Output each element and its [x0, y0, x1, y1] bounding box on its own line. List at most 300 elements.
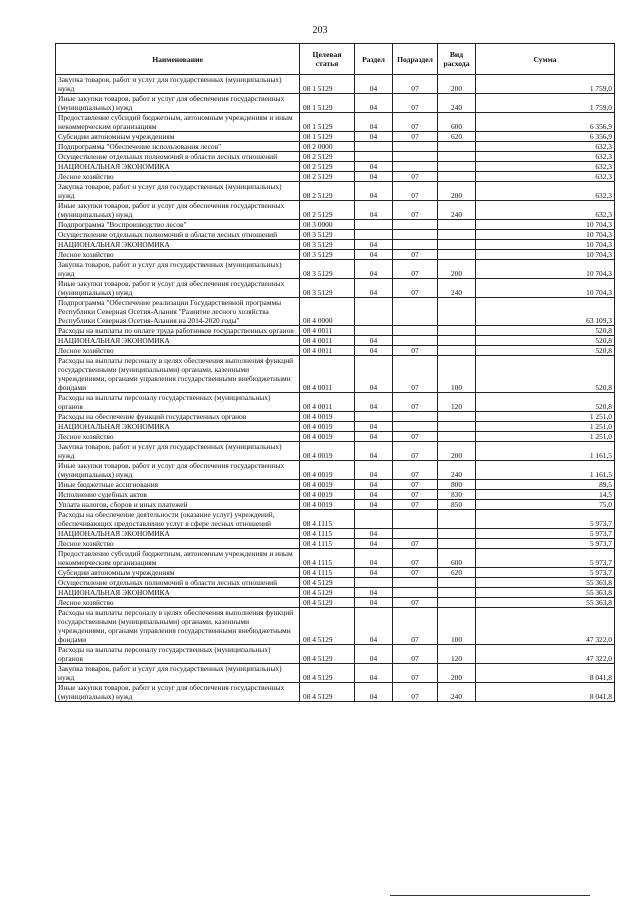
cell-expense-type [438, 230, 476, 240]
cell-name: Подпрограмма "Обеспечение реализации Государственной программы Республики Северная Осетия-Алания "Развитие лесного хозяйства Республики Северная Осетия-Алания на 2014-2020 годы" [56, 298, 300, 326]
cell-sum: 89,5 [476, 480, 615, 490]
cell-article: 08 4 5129 [300, 664, 355, 683]
cell-expense-type [438, 250, 476, 260]
cell-sum: 520,8 [476, 326, 615, 336]
cell-sum: 632,3 [476, 182, 615, 201]
cell-sum: 1 759,0 [476, 94, 615, 113]
cell-expense-type: 100 [438, 608, 476, 645]
header-subsection: Подраздел [393, 44, 438, 75]
cell-sum: 47 322,0 [476, 645, 615, 664]
cell-name: Лесное хозяйство [56, 432, 300, 442]
cell-name: Расходы на выплаты персоналу в целях обеспечения выполнения функций государственными (муниципальными) органами, казенными учреждениями, органами управления государственными внебюджетными фондами [56, 356, 300, 393]
cell-article: 08 4 0011 [300, 336, 355, 346]
cell-expense-type: 240 [438, 683, 476, 702]
table-row [56, 578, 615, 588]
cell-sum: 1 759,0 [476, 75, 615, 94]
cell-name: Расходы на обеспечение деятельности (оказание услуг) учреждений, обеспечивающих предоставление услуг в сфере лесных отношений [56, 510, 300, 529]
cell-section [355, 578, 393, 588]
table-row [56, 461, 615, 480]
cell-article: 08 4 5129 [300, 578, 355, 588]
cell-expense-type: 200 [438, 442, 476, 461]
cell-article: 08 2 0000 [300, 142, 355, 152]
cell-expense-type [438, 298, 476, 326]
cell-expense-type [438, 172, 476, 182]
cell-name: Лесное хозяйство [56, 172, 300, 182]
table-row [56, 172, 615, 182]
table-row [56, 336, 615, 346]
table-body [56, 75, 615, 702]
cell-name: Расходы на выплаты персоналу государственных (муниципальных) органов [56, 645, 300, 664]
cell-section: 04 [355, 480, 393, 490]
cell-expense-type [438, 326, 476, 336]
cell-expense-type: 800 [438, 480, 476, 490]
cell-article: 08 4 0011 [300, 326, 355, 336]
table-row [56, 539, 615, 549]
cell-section: 04 [355, 683, 393, 702]
cell-name: Осуществление отдельных полномочий в области лесных отношений [56, 578, 300, 588]
cell-sum: 47 322,0 [476, 608, 615, 645]
table-row [56, 598, 615, 608]
cell-sum: 632,3 [476, 162, 615, 172]
cell-expense-type [438, 336, 476, 346]
cell-sum: 1 161,5 [476, 442, 615, 461]
cell-expense-type: 620 [438, 132, 476, 142]
cell-sum: 520,8 [476, 336, 615, 346]
cell-name: НАЦИОНАЛЬНАЯ ЭКОНОМИКА [56, 422, 300, 432]
table-row [56, 250, 615, 260]
cell-section: 04 [355, 113, 393, 132]
cell-sum: 632,3 [476, 201, 615, 220]
cell-sum: 520,8 [476, 346, 615, 356]
cell-subsection [393, 336, 438, 346]
cell-sum: 632,3 [476, 172, 615, 182]
cell-name: Осуществление отдельных полномочий в области лесных отношений [56, 230, 300, 240]
cell-subsection: 07 [393, 75, 438, 94]
cell-sum: 632,3 [476, 152, 615, 162]
cell-name: Лесное хозяйство [56, 598, 300, 608]
table-row [56, 162, 615, 172]
table-row [56, 664, 615, 683]
cell-subsection [393, 529, 438, 539]
cell-subsection: 07 [393, 94, 438, 113]
table-row [56, 142, 615, 152]
cell-name: Расходы на выплаты по оплате труда работников государственных органов [56, 326, 300, 336]
bottom-rule [390, 895, 590, 896]
table-header-row [56, 44, 615, 75]
cell-expense-type [438, 432, 476, 442]
cell-section: 04 [355, 608, 393, 645]
cell-article: 08 3 5129 [300, 240, 355, 250]
header-article: Целевая статья [300, 44, 355, 75]
table-row [56, 230, 615, 240]
cell-section: 04 [355, 279, 393, 298]
cell-name: Расходы на выплаты персоналу в целях обеспечения выполнения функций государственными (муниципальными) органами, казенными учреждениями, органами управления государственными внебюджетными фондами [56, 608, 300, 645]
table-row [56, 490, 615, 500]
cell-expense-type: 100 [438, 356, 476, 393]
cell-name: НАЦИОНАЛЬНАЯ ЭКОНОМИКА [56, 336, 300, 346]
cell-section: 04 [355, 75, 393, 94]
cell-name: Иные закупки товаров, работ и услуг для обеспечения государственных (муниципальных) нужд [56, 201, 300, 220]
cell-name: Закупка товаров, работ и услуг для государственных (муниципальных) нужд [56, 182, 300, 201]
cell-article: 08 2 5129 [300, 201, 355, 220]
table-row [56, 94, 615, 113]
cell-subsection: 07 [393, 113, 438, 132]
cell-section: 04 [355, 442, 393, 461]
cell-section [355, 220, 393, 230]
cell-sum: 8 041,8 [476, 664, 615, 683]
cell-subsection: 07 [393, 172, 438, 182]
cell-section: 04 [355, 94, 393, 113]
cell-name: НАЦИОНАЛЬНАЯ ЭКОНОМИКА [56, 529, 300, 539]
cell-expense-type: 240 [438, 461, 476, 480]
cell-name: НАЦИОНАЛЬНАЯ ЭКОНОМИКА [56, 162, 300, 172]
cell-subsection: 07 [393, 598, 438, 608]
cell-subsection [393, 412, 438, 422]
cell-sum: 55 363,8 [476, 598, 615, 608]
cell-name: Иные закупки товаров, работ и услуг для обеспечения государственных (муниципальных) нужд [56, 94, 300, 113]
cell-name: Осуществление отдельных полномочий в области лесных отношений [56, 152, 300, 162]
cell-section [355, 412, 393, 422]
table-row [56, 240, 615, 250]
cell-section: 04 [355, 336, 393, 346]
cell-name: Закупка товаров, работ и услуг для государственных (муниципальных) нужд [56, 75, 300, 94]
cell-subsection: 07 [393, 346, 438, 356]
table-row [56, 588, 615, 598]
cell-section: 04 [355, 132, 393, 142]
table-row [56, 432, 615, 442]
cell-sum: 10 704,3 [476, 240, 615, 250]
cell-sum: 5 973,7 [476, 549, 615, 568]
cell-section: 04 [355, 172, 393, 182]
cell-article: 08 4 0011 [300, 356, 355, 393]
cell-subsection: 07 [393, 549, 438, 568]
cell-subsection [393, 510, 438, 529]
cell-article: 08 3 5129 [300, 260, 355, 279]
cell-section: 04 [355, 250, 393, 260]
cell-article: 08 4 5129 [300, 608, 355, 645]
cell-section: 04 [355, 490, 393, 500]
cell-subsection: 07 [393, 568, 438, 578]
header-sum: Сумма [476, 44, 615, 75]
cell-sum: 5 973,7 [476, 529, 615, 539]
cell-section [355, 230, 393, 240]
cell-sum: 6 356,9 [476, 132, 615, 142]
cell-sum: 1 251,0 [476, 422, 615, 432]
cell-article: 08 4 0019 [300, 432, 355, 442]
cell-section: 04 [355, 240, 393, 250]
cell-section: 04 [355, 500, 393, 510]
cell-article: 08 3 5129 [300, 279, 355, 298]
cell-subsection: 07 [393, 664, 438, 683]
cell-section: 04 [355, 549, 393, 568]
cell-name: Субсидии автономным учреждениям [56, 568, 300, 578]
cell-sum: 10 704,3 [476, 220, 615, 230]
cell-sum: 75,0 [476, 500, 615, 510]
table-row [56, 510, 615, 529]
cell-expense-type: 600 [438, 113, 476, 132]
cell-subsection [393, 422, 438, 432]
cell-expense-type [438, 412, 476, 422]
cell-article: 08 3 5129 [300, 230, 355, 240]
cell-expense-type [438, 588, 476, 598]
cell-sum: 63 109,3 [476, 298, 615, 326]
cell-expense-type: 240 [438, 94, 476, 113]
cell-sum: 8 041,8 [476, 683, 615, 702]
table-row [56, 260, 615, 279]
table-row [56, 182, 615, 201]
table-row [56, 152, 615, 162]
cell-subsection: 07 [393, 608, 438, 645]
cell-section: 04 [355, 432, 393, 442]
cell-subsection: 07 [393, 260, 438, 279]
cell-section [355, 510, 393, 529]
cell-sum: 5 973,7 [476, 510, 615, 529]
cell-expense-type [438, 510, 476, 529]
header-expense-type: Вид расхода [438, 44, 476, 75]
cell-section: 04 [355, 393, 393, 412]
cell-sum: 10 704,3 [476, 250, 615, 260]
cell-subsection [393, 298, 438, 326]
cell-subsection: 07 [393, 683, 438, 702]
table-row [56, 75, 615, 94]
cell-sum: 5 973,7 [476, 568, 615, 578]
cell-expense-type [438, 220, 476, 230]
cell-sum: 1 161,5 [476, 461, 615, 480]
cell-article: 08 4 5129 [300, 598, 355, 608]
cell-sum: 520,8 [476, 393, 615, 412]
cell-subsection: 07 [393, 182, 438, 201]
cell-name: Закупка товаров, работ и услуг для государственных (муниципальных) нужд [56, 442, 300, 461]
cell-article: 08 4 0019 [300, 480, 355, 490]
cell-subsection: 07 [393, 250, 438, 260]
cell-article: 08 4 1115 [300, 568, 355, 578]
cell-expense-type [438, 529, 476, 539]
cell-section: 04 [355, 588, 393, 598]
cell-expense-type [438, 142, 476, 152]
cell-expense-type: 120 [438, 645, 476, 664]
cell-section [355, 142, 393, 152]
cell-expense-type: 600 [438, 549, 476, 568]
cell-expense-type [438, 539, 476, 549]
table-row [56, 356, 615, 393]
table-row [56, 500, 615, 510]
cell-subsection: 07 [393, 201, 438, 220]
cell-article: 08 3 5129 [300, 250, 355, 260]
cell-article: 08 4 0011 [300, 346, 355, 356]
cell-subsection [393, 578, 438, 588]
cell-article: 08 4 0019 [300, 442, 355, 461]
cell-sum: 520,8 [476, 356, 615, 393]
cell-name: Расходы на выплаты персоналу государственных (муниципальных) органов [56, 393, 300, 412]
table-row [56, 113, 615, 132]
table-row [56, 645, 615, 664]
cell-article: 08 1 5129 [300, 75, 355, 94]
cell-subsection: 07 [393, 432, 438, 442]
cell-expense-type: 850 [438, 500, 476, 510]
cell-section [355, 298, 393, 326]
table-row [56, 279, 615, 298]
table-row [56, 346, 615, 356]
cell-expense-type: 200 [438, 75, 476, 94]
cell-article: 08 4 0019 [300, 490, 355, 500]
cell-name: Закупка товаров, работ и услуг для государственных (муниципальных) нужд [56, 664, 300, 683]
cell-section: 04 [355, 645, 393, 664]
cell-sum: 10 704,3 [476, 279, 615, 298]
cell-name: НАЦИОНАЛЬНАЯ ЭКОНОМИКА [56, 240, 300, 250]
table-row [56, 480, 615, 490]
cell-sum: 10 704,3 [476, 230, 615, 240]
cell-subsection: 07 [393, 490, 438, 500]
cell-section: 04 [355, 356, 393, 393]
cell-expense-type: 620 [438, 568, 476, 578]
cell-sum: 1 251,0 [476, 412, 615, 422]
cell-article: 08 3 0000 [300, 220, 355, 230]
cell-article: 08 2 5129 [300, 162, 355, 172]
cell-article: 08 4 1115 [300, 510, 355, 529]
cell-expense-type: 240 [438, 201, 476, 220]
cell-article: 08 4 1115 [300, 549, 355, 568]
table-row [56, 298, 615, 326]
cell-article: 08 2 5129 [300, 182, 355, 201]
cell-subsection: 07 [393, 480, 438, 490]
cell-subsection: 07 [393, 132, 438, 142]
page-number: 203 [312, 25, 328, 36]
cell-section: 04 [355, 422, 393, 432]
cell-subsection [393, 220, 438, 230]
cell-section: 04 [355, 568, 393, 578]
cell-section [355, 152, 393, 162]
cell-expense-type [438, 578, 476, 588]
cell-subsection [393, 240, 438, 250]
cell-section: 04 [355, 201, 393, 220]
table-row [56, 683, 615, 702]
cell-name: Предоставление субсидий бюджетным, автономным учреждениям и иным некоммерческим организациям [56, 113, 300, 132]
cell-name: Подпрограмма "Воспроизводство лесов" [56, 220, 300, 230]
cell-expense-type: 200 [438, 182, 476, 201]
cell-name: Предоставление субсидий бюджетным, автономным учреждениям и иным некоммерческим организациям [56, 549, 300, 568]
cell-expense-type [438, 162, 476, 172]
cell-subsection: 07 [393, 356, 438, 393]
cell-sum: 5 973,7 [476, 539, 615, 549]
cell-subsection: 07 [393, 539, 438, 549]
cell-section: 04 [355, 162, 393, 172]
cell-name: НАЦИОНАЛЬНАЯ ЭКОНОМИКА [56, 588, 300, 598]
cell-expense-type [438, 240, 476, 250]
cell-subsection: 07 [393, 500, 438, 510]
cell-subsection: 07 [393, 393, 438, 412]
cell-name: Иные закупки товаров, работ и услуг для обеспечения государственных (муниципальных) нужд [56, 683, 300, 702]
table-row [56, 132, 615, 142]
cell-subsection: 07 [393, 442, 438, 461]
cell-name: Лесное хозяйство [56, 539, 300, 549]
cell-article: 08 2 5129 [300, 172, 355, 182]
cell-sum: 1 251,0 [476, 432, 615, 442]
cell-name: Иные бюджетные ассигнования [56, 480, 300, 490]
cell-article: 08 4 0019 [300, 461, 355, 480]
cell-sum: 14,5 [476, 490, 615, 500]
cell-name: Иные закупки товаров, работ и услуг для обеспечения государственных (муниципальных) нужд [56, 279, 300, 298]
cell-article: 08 1 5129 [300, 113, 355, 132]
cell-subsection: 07 [393, 461, 438, 480]
cell-subsection [393, 588, 438, 598]
table-row [56, 442, 615, 461]
table-row [56, 568, 615, 578]
cell-subsection [393, 162, 438, 172]
cell-article: 08 4 0000 [300, 298, 355, 326]
cell-expense-type: 120 [438, 393, 476, 412]
table-row [56, 608, 615, 645]
cell-subsection [393, 230, 438, 240]
cell-expense-type [438, 152, 476, 162]
cell-article: 08 4 0019 [300, 500, 355, 510]
cell-subsection [393, 152, 438, 162]
cell-article: 08 1 5129 [300, 94, 355, 113]
cell-section: 04 [355, 664, 393, 683]
header-section: Раздел [355, 44, 393, 75]
cell-section: 04 [355, 539, 393, 549]
cell-article: 08 1 5129 [300, 132, 355, 142]
header-name: Наименование [56, 44, 300, 75]
cell-name: Субсидии автономным учреждениям [56, 132, 300, 142]
cell-expense-type: 200 [438, 260, 476, 279]
cell-article: 08 2 5129 [300, 152, 355, 162]
cell-sum: 55 363,8 [476, 578, 615, 588]
cell-expense-type [438, 598, 476, 608]
cell-section: 04 [355, 346, 393, 356]
cell-sum: 6 356,9 [476, 113, 615, 132]
cell-name: Иные закупки товаров, работ и услуг для обеспечения государственных (муниципальных) нужд [56, 461, 300, 480]
cell-subsection: 07 [393, 645, 438, 664]
cell-article: 08 4 1115 [300, 539, 355, 549]
cell-expense-type [438, 346, 476, 356]
cell-section: 04 [355, 182, 393, 201]
cell-article: 08 4 0019 [300, 412, 355, 422]
cell-article: 08 4 0011 [300, 393, 355, 412]
cell-section: 04 [355, 260, 393, 279]
cell-name: Лесное хозяйство [56, 346, 300, 356]
cell-section: 04 [355, 529, 393, 539]
cell-article: 08 4 1115 [300, 529, 355, 539]
cell-section [355, 326, 393, 336]
table-row [56, 220, 615, 230]
cell-name: Уплата налогов, сборов и иных платежей [56, 500, 300, 510]
cell-name: Расходы на обеспечение функций государственных органов [56, 412, 300, 422]
table-row [56, 549, 615, 568]
cell-subsection: 07 [393, 279, 438, 298]
table-row [56, 422, 615, 432]
cell-section: 04 [355, 598, 393, 608]
cell-sum: 10 704,3 [476, 260, 615, 279]
cell-name: Исполнение судебных актов [56, 490, 300, 500]
cell-name: Закупка товаров, работ и услуг для государственных (муниципальных) нужд [56, 260, 300, 279]
cell-article: 08 4 5129 [300, 645, 355, 664]
cell-expense-type: 200 [438, 664, 476, 683]
table-row [56, 412, 615, 422]
cell-subsection [393, 326, 438, 336]
cell-article: 08 4 5129 [300, 588, 355, 598]
cell-section: 04 [355, 461, 393, 480]
cell-expense-type: 830 [438, 490, 476, 500]
cell-name: Подпрограмма "Обеспечение использования лесов" [56, 142, 300, 152]
table-row [56, 326, 615, 336]
table-row [56, 393, 615, 412]
cell-article: 08 4 5129 [300, 683, 355, 702]
table-row [56, 201, 615, 220]
cell-subsection [393, 142, 438, 152]
cell-sum: 55 363,8 [476, 588, 615, 598]
cell-expense-type: 240 [438, 279, 476, 298]
cell-article: 08 4 0019 [300, 422, 355, 432]
